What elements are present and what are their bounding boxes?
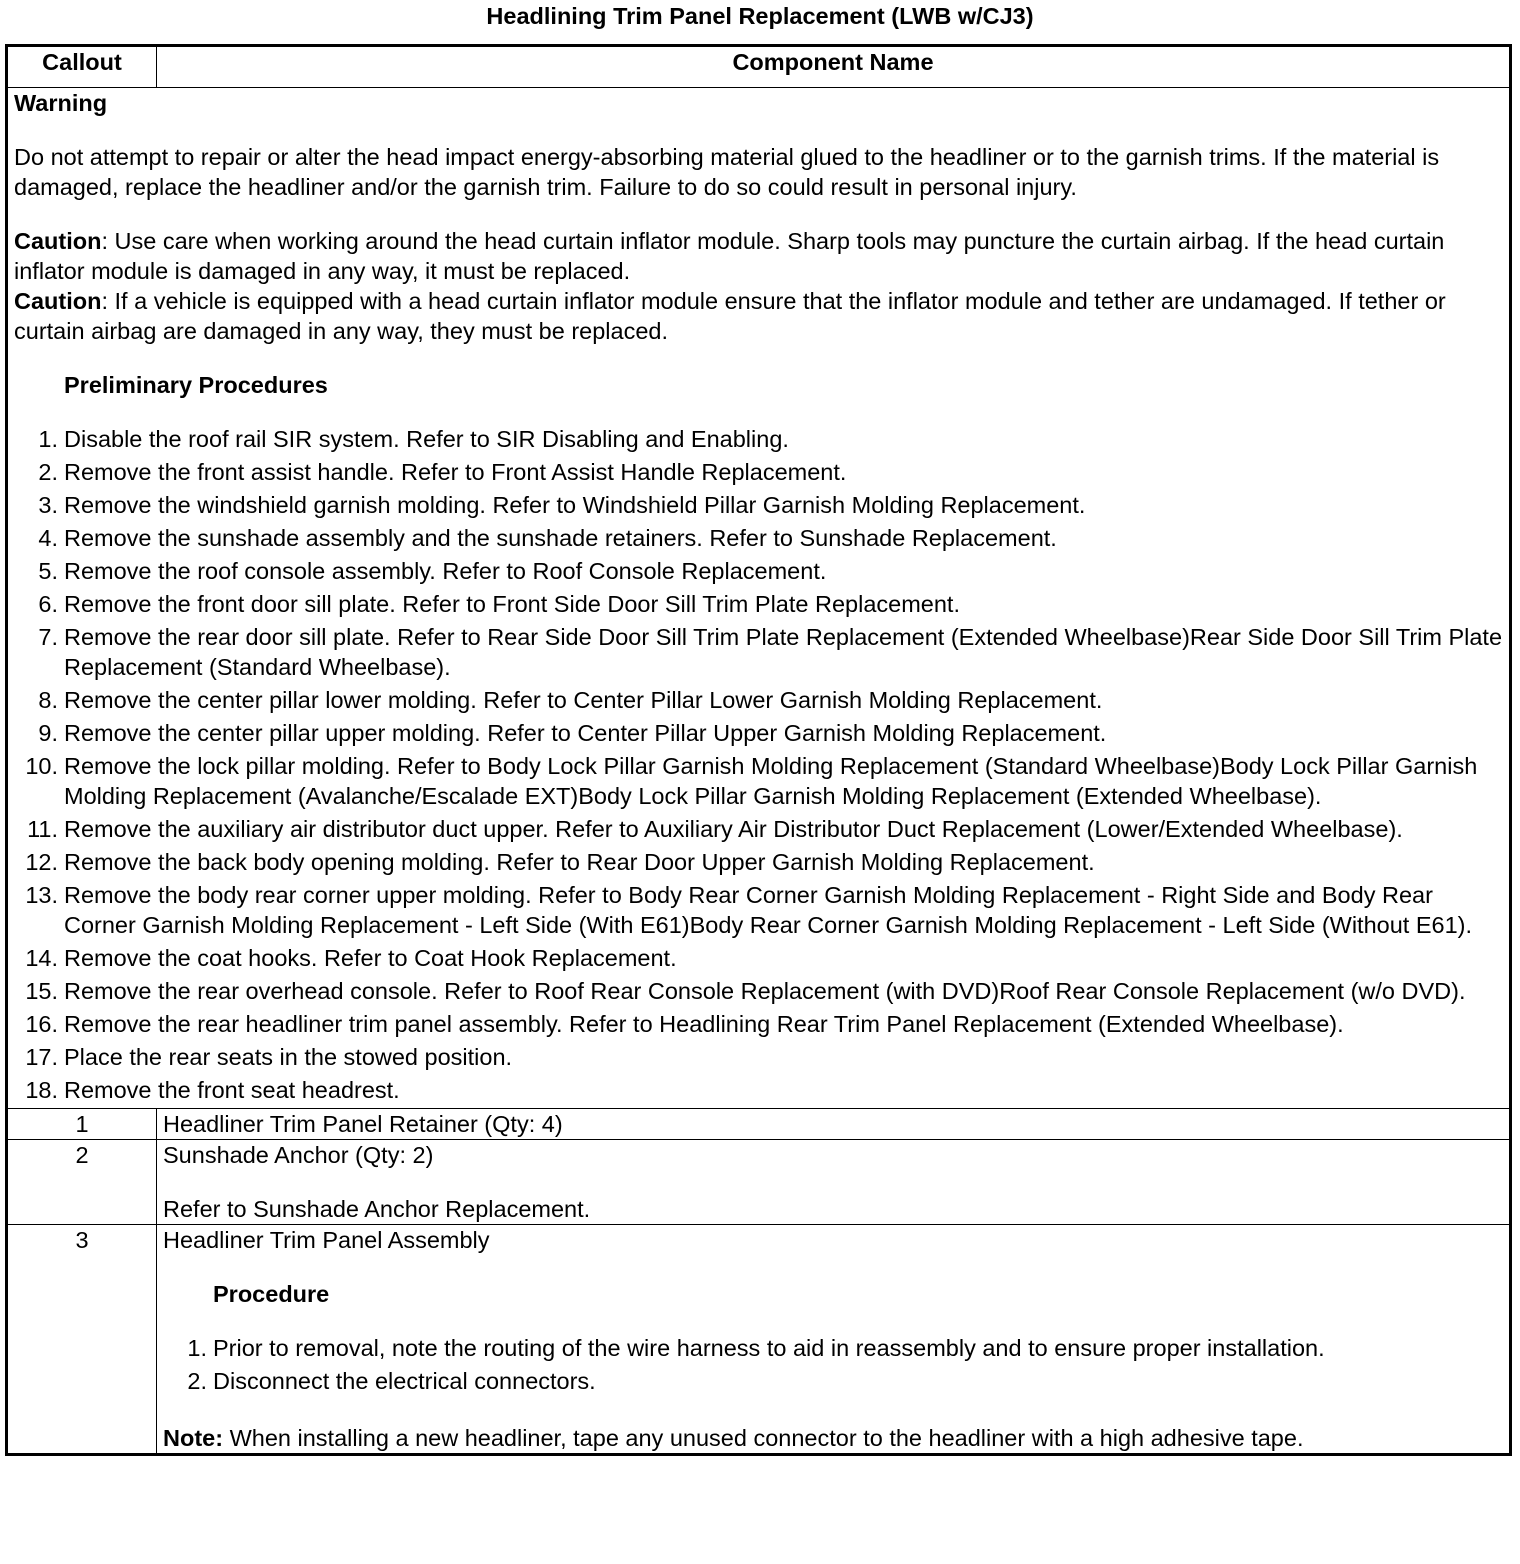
step-text: Remove the auxiliary air distributor duct upper. Refer to Auxiliary Air Distributor Duct Replacement (Lower/Extended Wheelbase). [64,816,1403,842]
component-note: Refer to Sunshade Anchor Replacement. [163,1196,591,1222]
list-item [14,457,1503,487]
step-text: Remove the body rear corner upper molding. Refer to Body Rear Corner Garnish Molding Replacement - Right Side and Body Rear Corner Garnish Molding Replacement - Left Side (With E61)Body Rear Corner Garnish Molding Replacement - Left Side (Without E61). [64,882,1473,938]
step-text: Remove the lock pillar molding. Refer to Body Lock Pillar Garnish Molding Replacement (Standard Wheelbase)Body Lock Pillar Garnish Molding Replacement (Avalanche/Escalade EXT)Body Lock Pillar Garnish Molding Replacement (Extended Wheelbase). [64,753,1478,809]
step-number: 8. [38,687,58,713]
step-number: 14. [25,945,58,971]
callout-column-header: Callout [7,46,157,88]
list-item [14,1075,1503,1105]
step-number: 16. [25,1011,58,1037]
component-cell [157,1140,1511,1225]
step-number: 15. [25,978,58,1004]
step-text: Place the rear seats in the stowed position. [64,1044,513,1070]
list-item [14,880,1503,940]
list-item [14,556,1503,586]
component-cell [157,1225,1511,1455]
list-item [14,1042,1503,1072]
list-item [14,523,1503,553]
preliminary-heading: Preliminary Procedures [64,372,328,398]
table-row [7,1109,1511,1140]
list-item [14,685,1503,715]
caution-2 [14,286,1503,346]
warning-row [7,88,1511,1109]
list-item [14,847,1503,877]
callout-cell: 2 [7,1140,157,1225]
list-item [14,490,1503,520]
step-number: 1. [187,1335,207,1361]
step-number: 6. [38,591,58,617]
preliminary-steps-list [14,424,1503,1105]
component-name: Headliner Trim Panel Retainer (Qty: 4) [163,1111,563,1137]
component-name: Sunshade Anchor (Qty: 2) [163,1142,434,1168]
step-number: 5. [38,558,58,584]
warning-heading: Warning [14,90,108,116]
callout-cell: 3 [7,1225,157,1455]
note-text: When installing a new headliner, tape any unused connector to the headliner with a high adhesive tape. [223,1425,1304,1451]
step-number: 18. [25,1077,58,1103]
warning-cell [7,88,1511,1109]
step-number: 9. [38,720,58,746]
table-row [7,1225,1511,1455]
step-number: 2. [187,1368,207,1394]
step-text: Remove the sunshade assembly and the sunshade retainers. Refer to Sunshade Replacement. [64,525,1057,551]
list-item [14,814,1503,844]
step-text: Remove the rear door sill plate. Refer to Rear Side Door Sill Trim Plate Replacement (Extended Wheelbase)Rear Side Door Sill Trim Plate Replacement (Standard Wheelbase). [64,624,1503,680]
step-number: 2. [38,459,58,485]
step-number: 1. [38,426,58,452]
step-text: Prior to removal, note the routing of the wire harness to aid in reassembly and to ensure proper installation. [213,1335,1325,1361]
list-item [14,718,1503,748]
procedure-heading: Procedure [213,1281,330,1307]
step-number: 13. [25,882,58,908]
step-number: 17. [25,1044,58,1070]
list-item [163,1366,1503,1396]
install-note [163,1423,1503,1453]
page-title: Headlining Trim Panel Replacement (LWB w/CJ3) [486,3,1034,29]
list-item [14,424,1503,454]
warning-text: Do not attempt to repair or alter the head impact energy-absorbing material glued to the headliner or to the garnish trims. If the material is damaged, replace the headliner and/or the garnish trim. Failure to do so could result in personal injury. [14,144,1440,200]
step-text: Remove the back body opening molding. Refer to Rear Door Upper Garnish Molding Replacement. [64,849,1095,875]
step-text: Disable the roof rail SIR system. Refer to SIR Disabling and Enabling. [64,426,789,452]
step-text: Remove the windshield garnish molding. Refer to Windshield Pillar Garnish Molding Replacement. [64,492,1086,518]
step-text: Remove the rear headliner trim panel assembly. Refer to Headlining Rear Trim Panel Replacement (Extended Wheelbase). [64,1011,1344,1037]
step-number: 7. [38,624,58,650]
step-number: 3. [38,492,58,518]
step-number: 4. [38,525,58,551]
step-text: Remove the front assist handle. Refer to Front Assist Handle Replacement. [64,459,847,485]
caution-1 [14,226,1503,286]
component-column-header: Component Name [157,46,1511,88]
step-text: Remove the front seat headrest. [64,1077,400,1103]
component-cell [157,1109,1511,1140]
step-text: Remove the rear overhead console. Refer to Roof Rear Console Replacement (with DVD)Roof Rear Console Replacement (w/o DVD). [64,978,1466,1004]
step-text: Remove the center pillar upper molding. Refer to Center Pillar Upper Garnish Molding Replacement. [64,720,1107,746]
list-item [163,1333,1503,1363]
callout-cell: 1 [7,1109,157,1140]
component-table [5,44,1512,1456]
step-text: Disconnect the electrical connectors. [213,1368,596,1394]
list-item [14,943,1503,973]
step-number: 10. [25,753,58,779]
step-number: 12. [25,849,58,875]
list-item [14,751,1503,811]
caution-label: Caution [14,288,102,314]
list-item [14,622,1503,682]
component-name: Headliner Trim Panel Assembly [163,1227,490,1253]
note-label: Note: [163,1425,224,1451]
step-text: Remove the coat hooks. Refer to Coat Hook Replacement. [64,945,677,971]
step-number: 11. [27,816,58,842]
caution-2-text: : If a vehicle is equipped with a head curtain inflator module ensure that the inflator module and tether are undamaged. If tether or curtain airbag are damaged in any way, they must be replaced. [14,288,1446,344]
list-item [14,1009,1503,1039]
table-header-row [7,46,1511,88]
caution-1-text: : Use care when working around the head curtain inflator module. Sharp tools may puncture the curtain airbag. If the head curtain inflator module is damaged in any way, it must be replaced. [14,228,1445,284]
list-item [14,976,1503,1006]
list-item [14,589,1503,619]
step-text: Remove the roof console assembly. Refer to Roof Console Replacement. [64,558,827,584]
step-text: Remove the center pillar lower molding. Refer to Center Pillar Lower Garnish Molding Replacement. [64,687,1103,713]
table-row [7,1140,1511,1225]
procedure-steps-list [163,1333,1503,1396]
caution-label: Caution [14,228,102,254]
step-text: Remove the front door sill plate. Refer to Front Side Door Sill Trim Plate Replacement. [64,591,960,617]
